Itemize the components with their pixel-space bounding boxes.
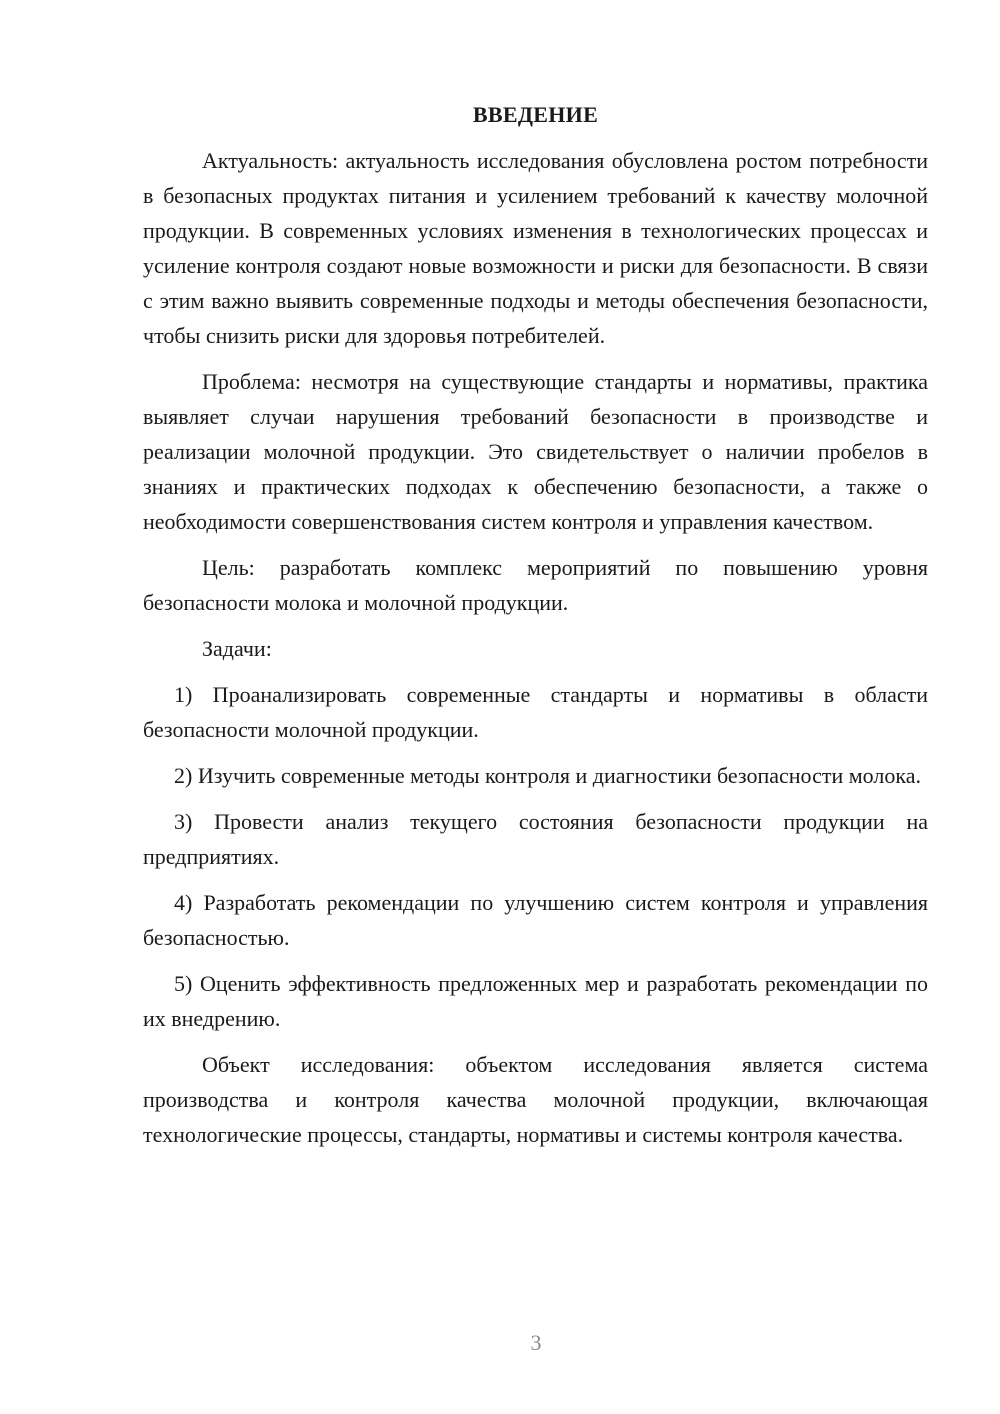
task-item-4: 4) Разработать рекомендации по улучшению систем контроля и управления безопасностью. [143,890,928,950]
task-item-2: 2) Изучить современные методы контроля и диагностики безопасности молока. [174,763,921,788]
paragraph-relevance: Актуальность: актуальность исследования обусловлена ростом потребности в безопасных продуктах питания и усилением требований к качеству молочной продукции. В современных условиях изменения в технологических процессах и усиление контроля создают новые возможности и риски для безопасности. В связи с этим важно выявить современные подходы и методы обеспечения безопасности, чтобы снизить риски для здоровья потребителей. [143,148,928,348]
document-page [143,97,928,1163]
paragraph-goal: Цель: разработать комплекс мероприятий по повышению уровня безопасности молока и молочной продукции. [143,555,928,615]
page-number: 3 [530,1330,542,1355]
task-item-5: 5) Оценить эффективность предложенных мер и разработать рекомендации по их внедрению. [143,971,928,1031]
task-item-3: 3) Провести анализ текущего состояния безопасности продукции на предприятиях. [143,809,928,869]
paragraph-problem: Проблема: несмотря на существующие стандарты и нормативы, практика выявляет случаи нарушения требований безопасности в производстве и реализации молочной продукции. Это свидетельствует о наличии пробелов в знаниях и практических подходах к обеспечению безопасности, а также о необходимости совершенствования систем контроля и управления качеством. [143,369,928,534]
task-item-1: 1) Проанализировать современные стандарты и нормативы в области безопасности молочной продукции. [143,682,928,742]
tasks-heading: Задачи: [202,636,272,661]
paragraph-object: Объект исследования: объектом исследования является система производства и контроля качества молочной продукции, включающая технологические процессы, стандарты, нормативы и системы контроля качества. [143,1052,928,1147]
section-title: ВВЕДЕНИЕ [472,102,599,127]
